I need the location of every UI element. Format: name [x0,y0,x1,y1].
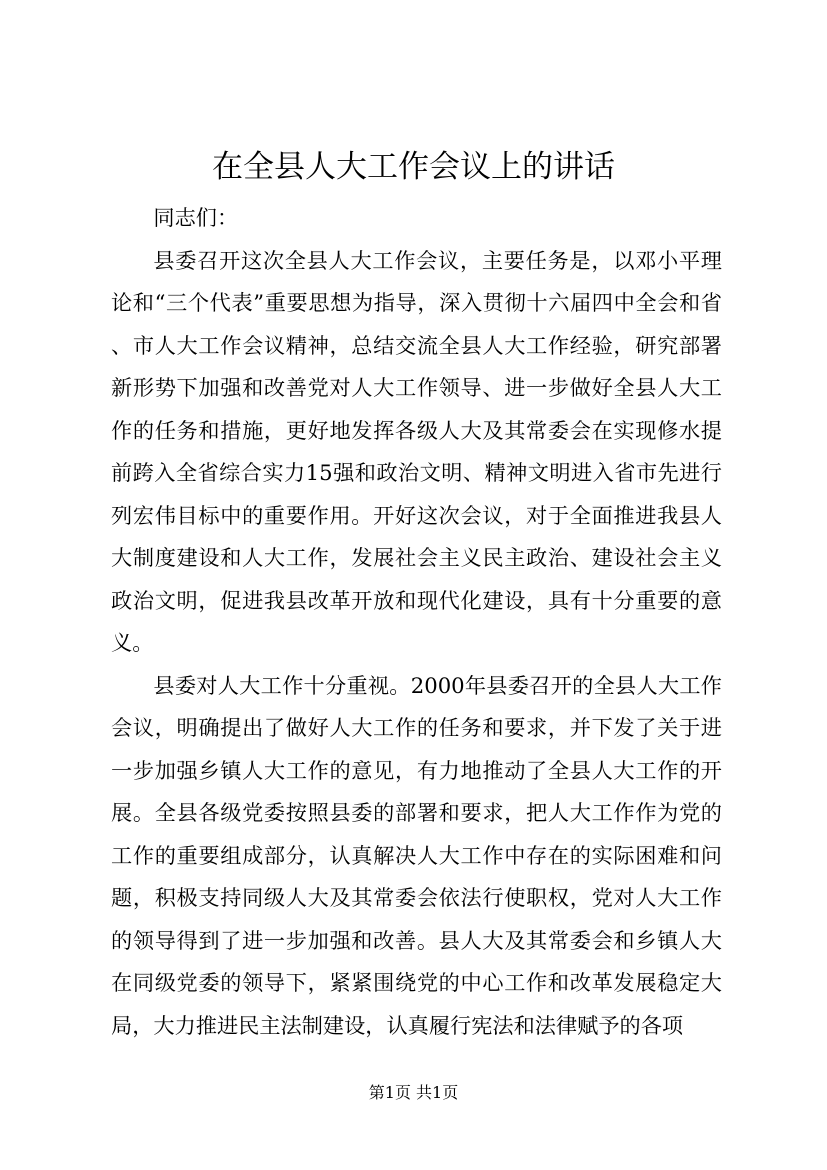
page-footer: 第1页 共1页 [368,1083,459,1102]
paragraph-1: 县委召开这次全县人大工作会议，主要任务是，以邓小平理论和“三个代表”重要思想为指导，深入贯彻十六届四中全会和省、市人大工作会议精神，总结交流全县人大工作经验，研究部署新形势下加强和改善党对人大工作领导、进一步做好全县人大工作的任务和措施，更好地发挥各级人大及其常委会在实现修水提前跨入全省综合实力15强和政治文明、精神文明进入省市先进行列宏伟目标中的重要作用。开好这次会议，对于全面推进我县人大制度建设和人大工作，发展社会主义民主政治、建设社会主义政治文明，促进我县改革开放和现代化建设，具有十分重要的意义。 [111,247,722,655]
document-body [111,197,722,1047]
document-title: 在全县人大工作会议上的讲话 [212,149,615,185]
paragraph-2: 县委对人大工作十分重视。2000年县委召开的全县人大工作会议，明确提出了做好人大工作的任务和要求，并下发了关于进一步加强乡镇人大工作的意见，有力地推动了全县人大工作的开展。全县各级党委按照县委的部署和要求，把人大工作作为党的工作的重要组成部分，认真解决人大工作中存在的实际困难和问题，积极支持同级人大及其常委会依法行使职权，党对人大工作的领导得到了进一步加强和改善。县人大及其常委会和乡镇人大在同级党委的领导下，紧紧围绕党的中心工作和改革发展稳定大局，大力推进民主法制建设，认真履行宪法和法律赋予的各项 [111,672,722,1038]
salutation: 同志们： [153,205,239,230]
